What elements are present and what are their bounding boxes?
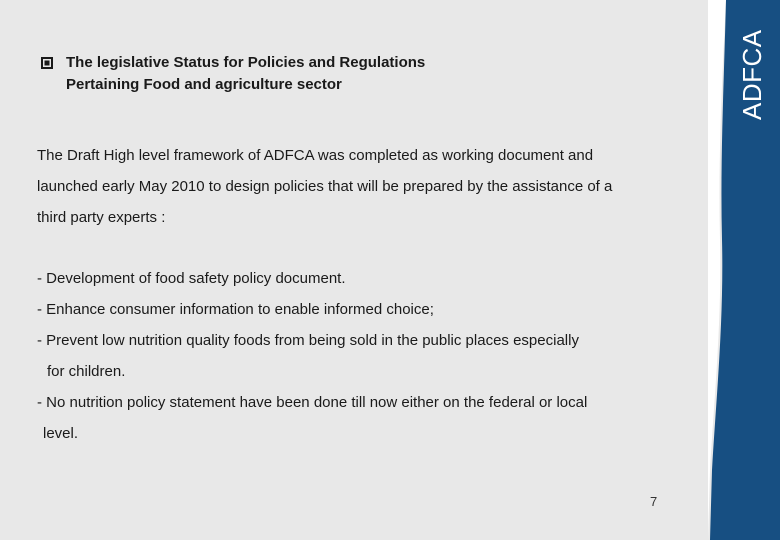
list-item: - Development of food safety policy document. <box>37 270 346 287</box>
paragraph-line: The Draft High level framework of ADFCA was completed as working document and <box>37 147 594 164</box>
slide-heading <box>40 52 660 96</box>
list-item: - Enhance consumer information to enable informed choice; <box>37 301 434 318</box>
paragraph-line: launched early May 2010 to design policies that will be prepared by the assistance of a <box>37 178 613 195</box>
list-item-continuation: for children. <box>47 363 126 380</box>
paragraph-line: third party experts : <box>37 209 166 226</box>
page-number: 7 <box>650 494 658 509</box>
list-item: - No nutrition policy statement have been done till now either on the federal or local <box>37 394 588 411</box>
list-item-continuation: level. <box>43 425 79 442</box>
heading-line-1: The legislative Status for Policies and Regulations <box>66 54 426 71</box>
list-item: - Prevent low nutrition quality foods from being sold in the public places especially <box>37 332 579 349</box>
brand-logo-text <box>731 28 771 123</box>
policy-list <box>37 268 697 454</box>
heading-line-2: Pertaining Food and agriculture sector <box>66 76 342 93</box>
intro-paragraph <box>37 145 697 238</box>
checkbox-bullet-icon <box>40 56 54 70</box>
brand-text: ADFCA <box>737 29 767 120</box>
